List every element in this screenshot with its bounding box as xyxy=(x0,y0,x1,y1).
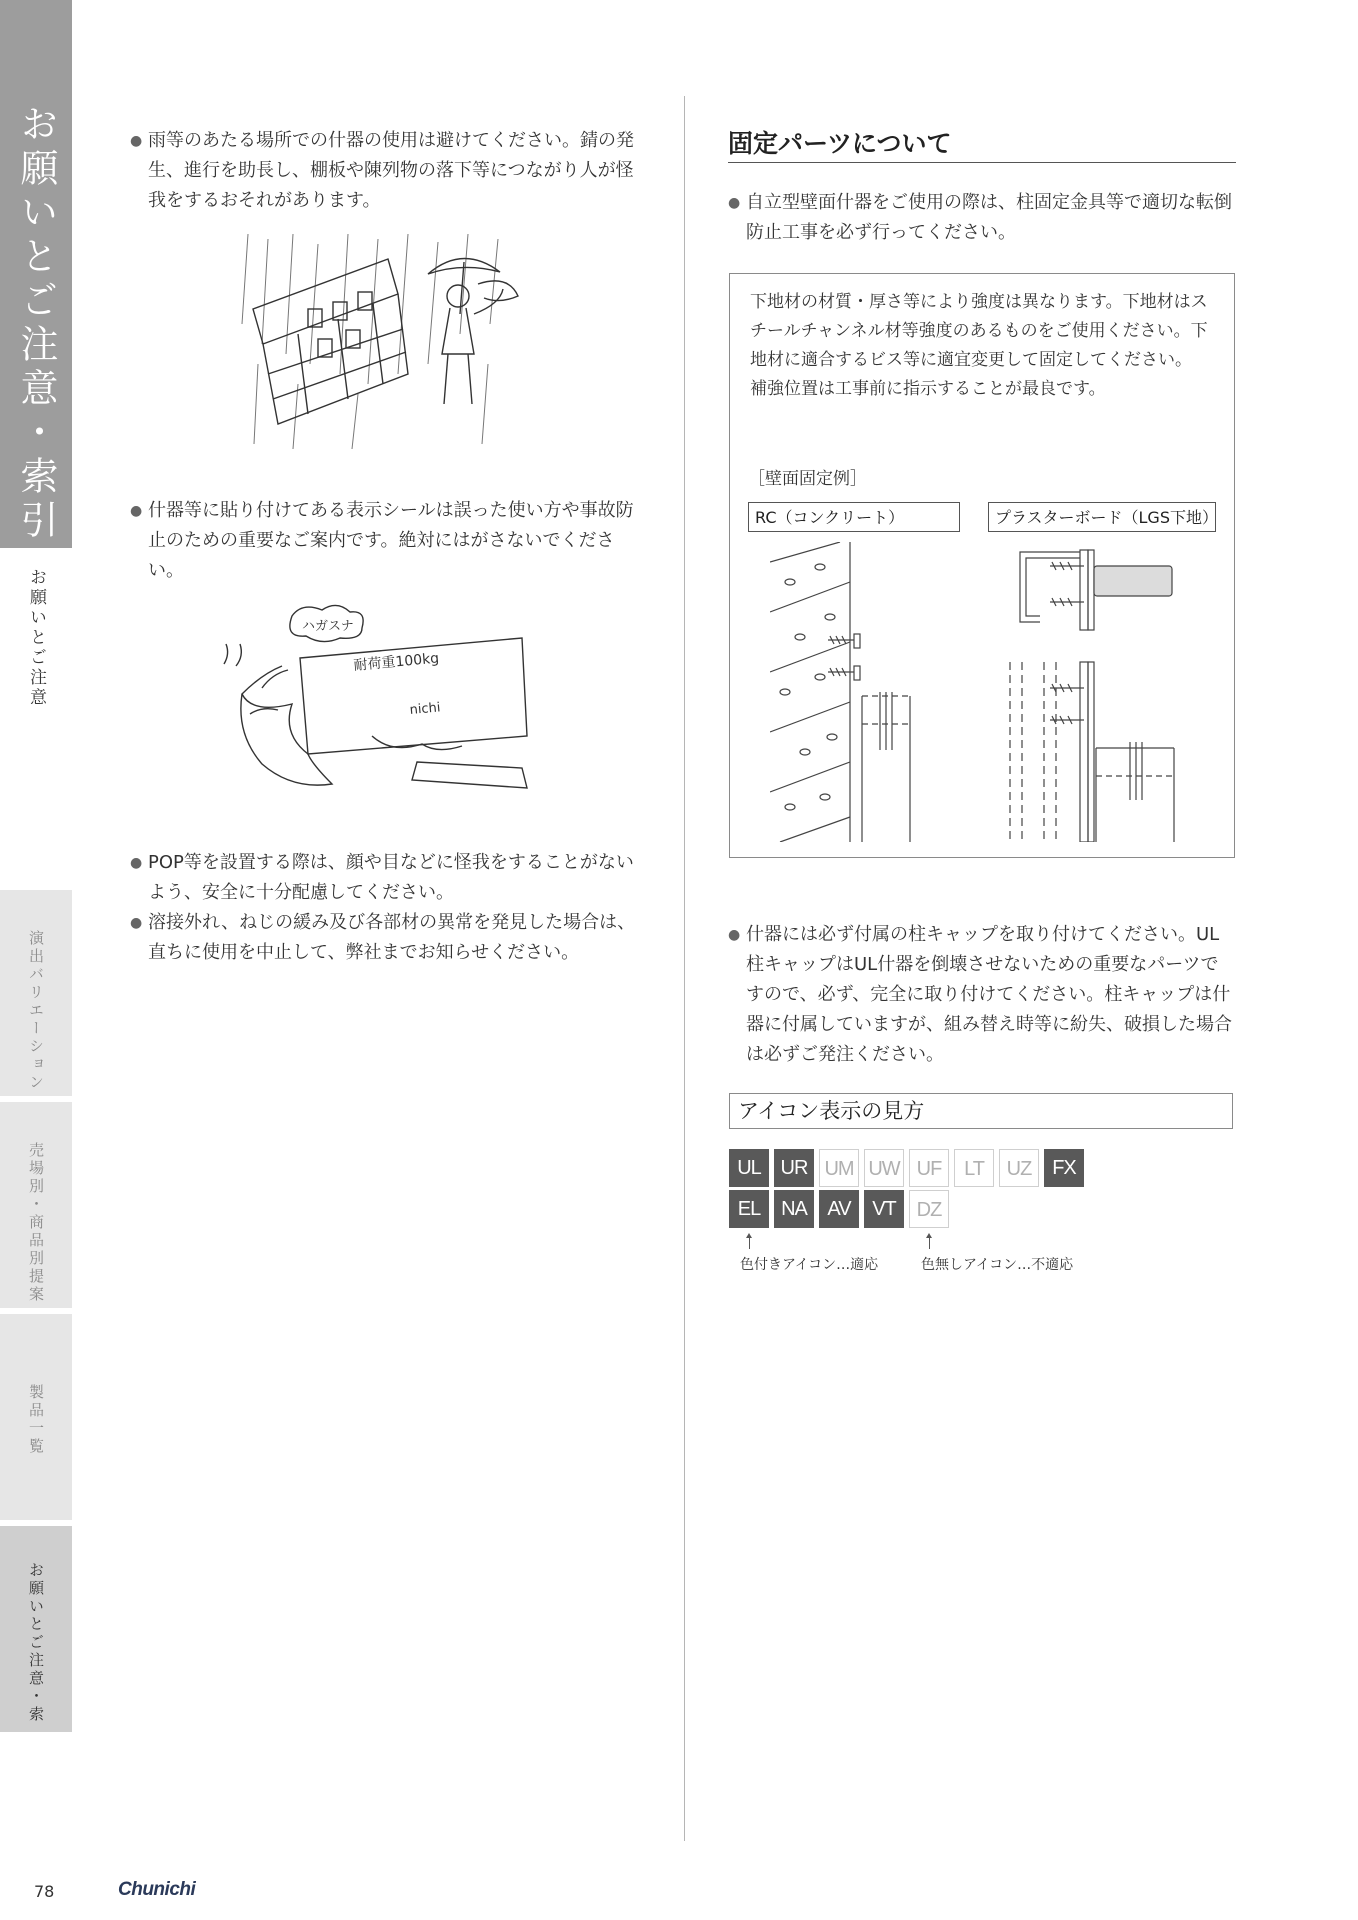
sticker-label-text: 耐荷重100kg xyxy=(352,650,440,674)
rc-concrete-diagram xyxy=(770,542,970,842)
side-tab-variation[interactable] xyxy=(0,890,72,1096)
sticker-bubble-text: ハガスナ xyxy=(302,619,354,634)
bullet-dot-icon: ● xyxy=(728,195,741,211)
plaster-board-diagram xyxy=(1000,542,1220,842)
icon-legend-title: アイコン表示の見方 xyxy=(729,1093,1233,1129)
label-plaster-board: プラスターボード（LGS下地） xyxy=(988,502,1216,532)
caution-abnormal-text: 溶接外れ、ねじの緩み及び各部材の異常を発見した場合は、直ちに使用を中止して、弊社までお知らせください。 xyxy=(148,912,636,963)
ul-cap-note-text: 什器には必ず付属の柱キャップを取り付けてください。UL柱キャップはUL什器を倒壊させないための重要なパーツですので、必ず、完全に取り付けてください。柱キャップは什器に付属していますが、組み替え時等に紛失、破損した場合は必ずご発注ください。 xyxy=(746,924,1232,1065)
wall-fixing-example-label: ［壁面固定例］ xyxy=(748,469,867,489)
column-divider xyxy=(684,96,685,1841)
side-tab-products[interactable] xyxy=(0,1314,72,1520)
icon-badge-vt: VT xyxy=(864,1190,904,1228)
brand-logo: Chunichi xyxy=(118,1879,196,1900)
section-title-rule xyxy=(728,162,1236,163)
bullet-dot-icon: ● xyxy=(728,927,741,943)
icon-badge-ul: UL xyxy=(729,1149,769,1187)
caution-pop xyxy=(130,848,648,908)
bullet-dot-icon: ● xyxy=(130,133,143,149)
label-rc-concrete: RC（コンクリート） xyxy=(748,502,960,532)
bullet-dot-icon: ● xyxy=(130,855,143,871)
icon-badge-ur: UR xyxy=(774,1149,814,1187)
icon-badge-lt: LT xyxy=(954,1149,994,1187)
icon-badge-uz: UZ xyxy=(999,1149,1039,1187)
note-arrow-icon xyxy=(929,1235,930,1249)
icon-badge-av: AV xyxy=(819,1190,859,1228)
wall-fixing-text-1: 下地材の材質・厚さ等により強度は異なります。下地材はスチールチャンネル材等強度のあるものをご使用ください。下地材に適合するビス等に適宜変更して固定してください。 xyxy=(750,292,1208,370)
wall-fixing-text xyxy=(750,288,1220,404)
bullet-dot-icon: ● xyxy=(130,503,143,519)
icon-badge-um: UM xyxy=(819,1149,859,1187)
icon-note-active: 色付きアイコン…適応 xyxy=(740,1257,879,1273)
side-index-subtitle: お願いとご注意 xyxy=(26,568,46,708)
side-tab-proposal[interactable] xyxy=(0,1102,72,1308)
ul-cap-note xyxy=(728,920,1236,1070)
side-tab-label: 製品一覧 xyxy=(27,1384,45,1456)
caution-rain-text: 雨等のあたる場所での什器の使用は避けてください。錆の発生、進行を助長し、棚板や陳列物の落下等につながり人が怪我をするおそれがあります。 xyxy=(148,130,634,211)
icon-badge-dz: DZ xyxy=(909,1190,949,1228)
caution-sticker xyxy=(130,496,648,586)
caution-sticker-text: 什器等に貼り付けてある表示シールは誤った使い方や事故防止のための重要なご案内です。絶対にはがさないでください。 xyxy=(148,500,634,581)
caution-abnormal xyxy=(130,908,648,968)
side-tab-label: 売場別・商品別提案 xyxy=(27,1142,45,1304)
wall-fixing-box xyxy=(729,273,1235,858)
fixing-note-text: 自立型壁面什器をご使用の際は、柱固定金具等で適切な転倒防止工事を必ず行ってください。 xyxy=(746,192,1232,243)
icon-note-inactive: 色無しアイコン…不適応 xyxy=(921,1257,1074,1273)
caution-rain xyxy=(130,126,648,216)
sticker-illustration xyxy=(222,604,542,804)
side-index-title: お願いとご注意・索引 xyxy=(14,104,58,544)
icon-badge-fx: FX xyxy=(1044,1149,1084,1187)
wall-fixing-text-2: 補強位置は工事前に指示することが最良です。 xyxy=(750,379,1106,399)
side-tab-label: 演出バリエーション xyxy=(27,930,45,1092)
section-title: 固定パーツについて xyxy=(728,129,952,158)
bullet-dot-icon: ● xyxy=(130,915,143,931)
icon-badge-uw: UW xyxy=(864,1149,904,1187)
page-number: 78 xyxy=(34,1882,55,1901)
rain-illustration xyxy=(238,234,538,454)
side-tab-notes-index[interactable] xyxy=(0,1526,72,1732)
icon-badge-na: NA xyxy=(774,1190,814,1228)
icon-badge-el: EL xyxy=(729,1190,769,1228)
sticker-brand-text: nichi xyxy=(409,700,442,718)
note-arrow-icon xyxy=(749,1235,750,1249)
icon-badge-uf: UF xyxy=(909,1149,949,1187)
side-tab-label: お願いとご注意・索 xyxy=(27,1562,45,1724)
caution-pop-text: POP等を設置する際は、顔や目などに怪我をすることがないよう、安全に十分配慮してください。 xyxy=(148,852,634,903)
fixing-note xyxy=(728,188,1236,248)
